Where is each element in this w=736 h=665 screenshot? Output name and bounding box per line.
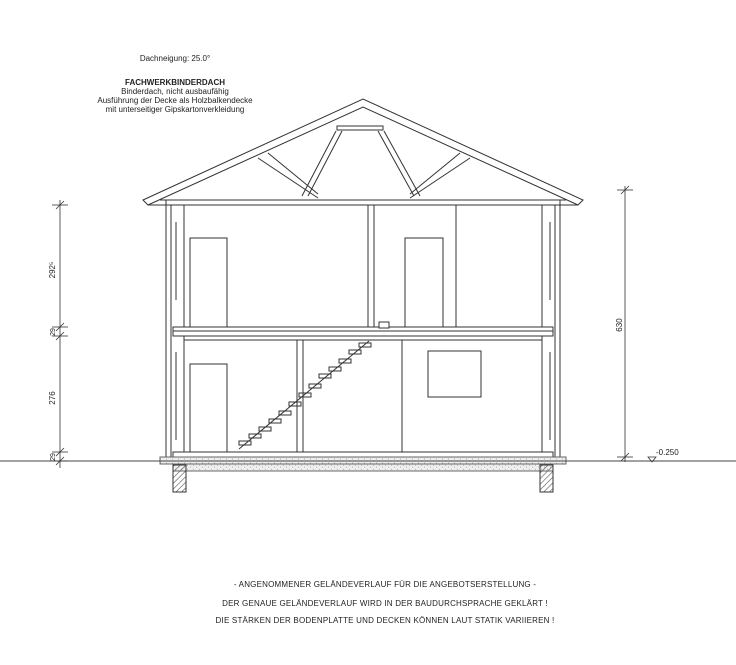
top-ceiling: [166, 200, 560, 205]
roof-type-title: FACHWERKBINDERDACH: [125, 78, 225, 87]
upper-door-left: [190, 238, 227, 327]
roof-description-line3: mit unterseitiger Gipskartonverkleidung: [105, 105, 245, 114]
roof-description-line2: Ausführung der Decke als Holzbalkendecke: [97, 96, 253, 105]
note-line1: - ANGENOMMENER GELÄNDEVERLAUF FÜR DIE ANGEBOTSERSTELLUNG -: [233, 580, 537, 589]
dim-slab-thickness: 29: [50, 328, 57, 336]
note-line2: DER GENAUE GELÄNDEVERLAUF WIRD IN DER BAUDURCHSPRACHE GEKLÄRT !: [222, 599, 548, 608]
ground-level-label: -0.250: [656, 448, 679, 457]
ground-window: [428, 351, 481, 397]
dim-base-thickness: 29: [50, 453, 57, 461]
foundation-left: [173, 465, 186, 492]
upper-door-right: [405, 238, 443, 327]
roof: [143, 99, 583, 205]
roof-pitch-label: Dachneigung: 25.0°: [139, 54, 211, 63]
intermediate-floor-slab: [173, 322, 553, 336]
staircase: [239, 341, 371, 449]
note-line3: DIE STÄRKEN DER BODENPLATTE UND DECKEN KÖNNEN LAUT STATIK VARIIEREN !: [215, 616, 555, 625]
upper-partition-wall: [368, 205, 374, 327]
dim-lower-height: 276: [48, 391, 57, 405]
dim-upper-height: 292⁵: [48, 261, 57, 279]
roof-description-line1: Binderdach, nicht ausbaufähig: [121, 87, 229, 96]
foundation-right: [540, 465, 553, 492]
ground-door: [190, 364, 227, 452]
ground-plate: [173, 464, 553, 471]
ground-floor-slab: [173, 452, 553, 457]
dim-total-height: 630: [615, 318, 624, 332]
